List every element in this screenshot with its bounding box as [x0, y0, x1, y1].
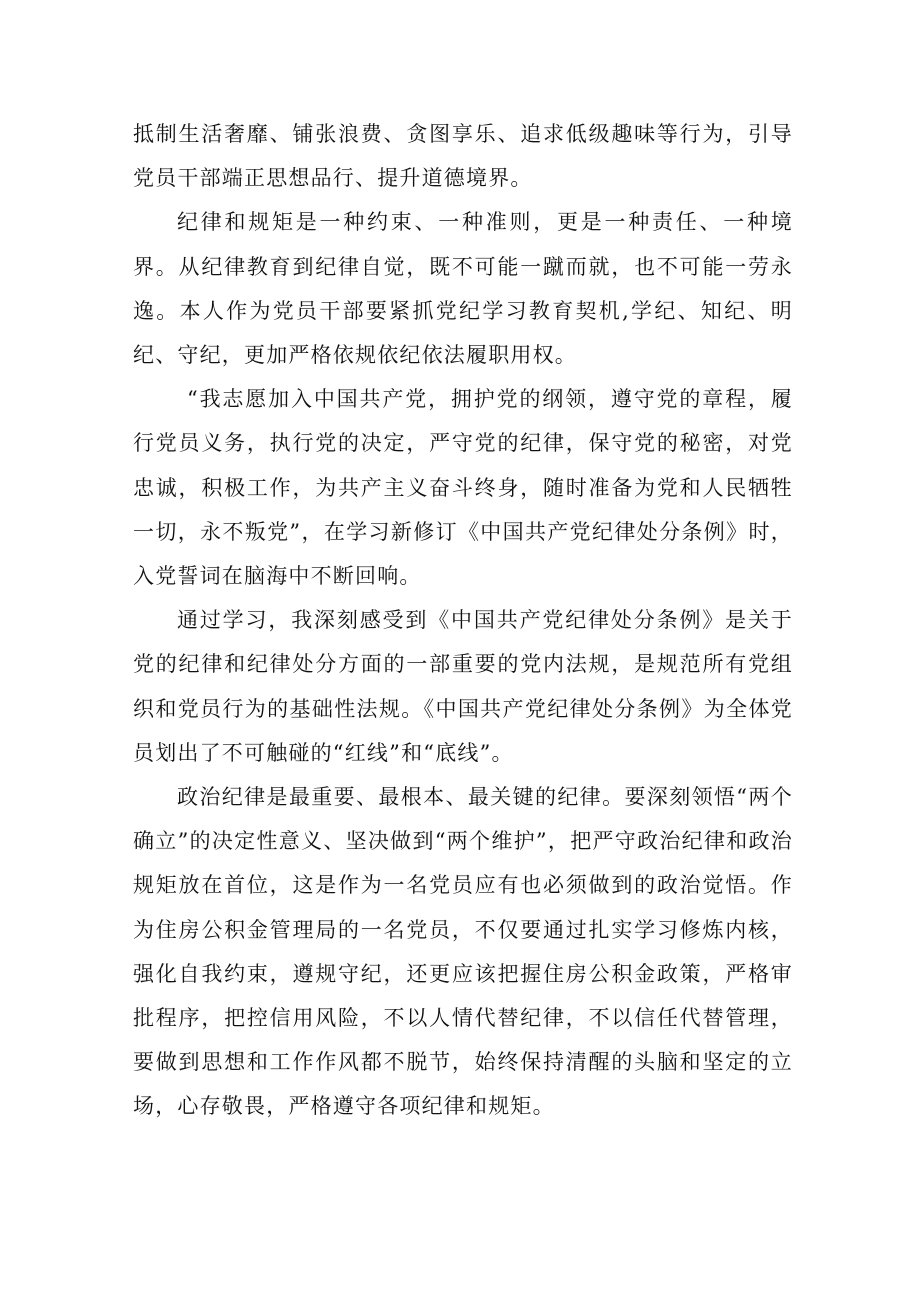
- paragraph-1: 抵制生活奢靡、铺张浪费、贪图享乐、追求低级趣味等行为，引导党员干部端正思想品行、提升道德境界。: [133, 122, 793, 191]
- paragraph-2: 纪律和规矩是一种约束、一种准则，更是一种责任、一种境界。从纪律教育到纪律自觉，既不可能一蹴而就，也不可能一劳永逸。本人作为党员干部要紧抓党纪学习教育契机,学纪、知纪、明纪、守纪，更加严格依规依纪依法履职用权。: [133, 210, 793, 368]
- paragraph-3: “我志愿加入中国共产党，拥护党的纲领，遵守党的章程，履行党员义务，执行党的决定，严守党的纪律，保守党的秘密，对党忠诚，积极工作，为共产主义奋斗终身，随时准备为党和人民牺牲一切，永不叛党”，在学习新修订《中国共产党纪律处分条例》时，入党誓词在脑海中不断回响。: [133, 387, 793, 589]
- paragraph-4: 通过学习，我深刻感受到《中国共产党纪律处分条例》是关于党的纪律和纪律处分方面的一部重要的党内法规，是规范所有党组织和党员行为的基础性法规。《中国共产党纪律处分条例》为全体党员划出了不可触碰的“红线”和“底线”。: [133, 608, 793, 765]
- document-body: [133, 112, 793, 1129]
- paragraph-5: 政治纪律是最重要、最根本、最关键的纪律。要深刻领悟“两个确立”的决定性意义、坚决做到“两个维护”，把严守政治纪律和政治规矩放在首位，这是作为一名党员应有也必须做到的政治觉悟。作为住房公积金管理局的一名党员，不仅要通过扎实学习修炼内核，强化自我约束，遵规守纪，还更应该把握住房公积金政策，严格审批程序，把控信用风险，不以人情代替纪律，不以信任代替管理，要做到思想和工作作风都不脱节，始终保持清醒的头脑和坚定的立场，心存敬畏，严格遵守各项纪律和规矩。: [133, 785, 793, 1119]
